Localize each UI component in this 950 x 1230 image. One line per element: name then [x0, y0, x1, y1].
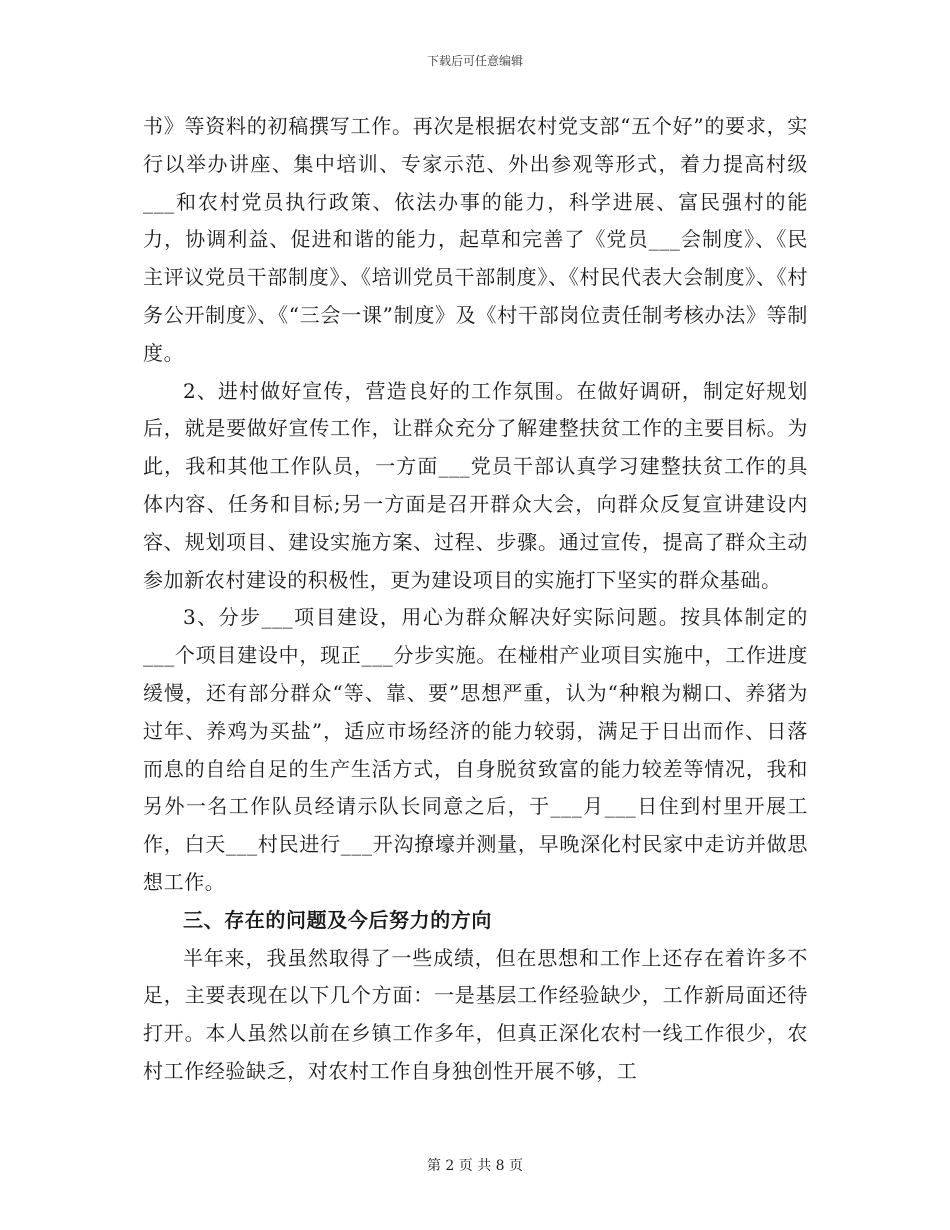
paragraph-closing: 半年来，我虽然取得了一些成绩，但在思想和工作上还存在着许多不足，主要表现在以下几个方面：一是基层工作经验缺少，工作新局面还待打开。本人虽然以前在乡镇工作多年，但真正深化农村一线工作很少，农村工作经验缺乏，对农村工作自身独创性开展不够，工	[143, 945, 808, 1083]
page-number: 第 2 页 共 8 页	[426, 1158, 524, 1174]
section-heading: 三、存在的问题及今后努力的方向	[183, 907, 492, 932]
paragraph-item-2: 2、进村做好宣传，营造良好的工作氛围。在做好调研，制定好规划后，就是要做好宣传工作，让群众充分了解建整扶贫工作的主要目标。为此，我和其他工作队员，一方面___党员干部认真学习建整扶贫工作的具体内容、任务和目标;另一方面是召开群众大会，向群众反复宣讲建设内容、规划项目、建设实施方案、过程、步骤。通过宣传，提高了群众主动参加新农村建设的积极性，更为建设项目的实施打下坚实的群众基础。	[143, 378, 808, 592]
paragraph-continuation: 书》等资料的初稿撰写工作。再次是根据农村党支部“五个好”的要求，实行以举办讲座、集中培训、专家示范、外出参观等形式，着力提高村级___和农村党员执行政策、依法办事的能力，科学进展、富民强村的能力，协调利益、促进和谐的能力，起草和完善了《党员___会制度》、《民主评议党员干部制度》、《培训党员干部制度》、《村民代表大会制度》、《村务公开制度》、《“三会一课”制度》及《村干部岗位责任制考核办法》等制度。	[143, 114, 808, 365]
document-body	[143, 108, 808, 1091]
paragraph-item-3: 3、分步___项目建设，用心为群众解决好实际问题。按具体制定的___个项目建设中，现正___分步实施。在椪柑产业项目实施中，工作进度缓慢，还有部分群众“等、靠、要”思想严重，认为“种粮为糊口、养猪为过年、养鸡为买盐”，适应市场经济的能力较弱，满足于日出而作、日落而息的自给自足的生产生活方式，自身脱贫致富的能力较差等情况，我和另外一名工作队员经请示队长同意之后，于___月___日住到村里开展工作，白天___村民进行___开沟撩壕并测量，早晚深化村民家中走访并做思想工作。	[143, 605, 808, 894]
page-header-note: 下载后可任意编辑	[426, 54, 523, 68]
